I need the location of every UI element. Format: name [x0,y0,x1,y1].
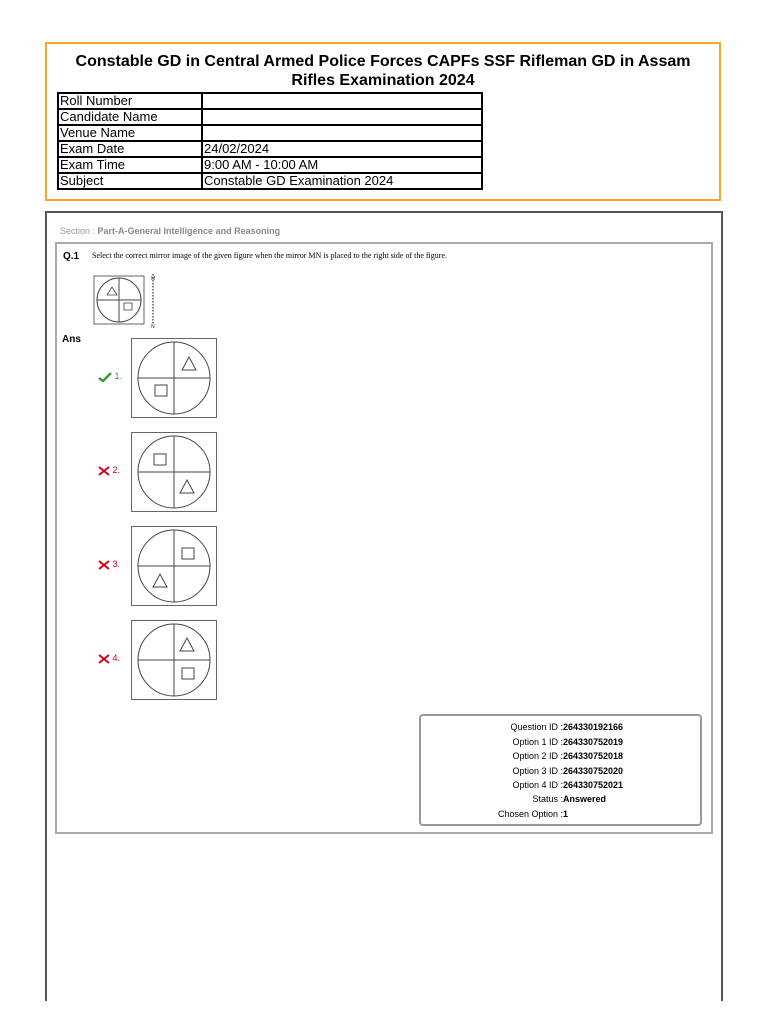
question-text: Select the correct mirror image of the given figure when the mirror MN is placed to the right side of the figure. [92,251,447,260]
info-row-roll-number [58,93,482,109]
section-name: Part-A-General Intelligence and Reasoning [97,226,281,236]
exam-title-line1: Constable GD in Central Armed Police Forces CAPFs SSF Rifleman GD in Assam [75,53,691,70]
question-details-box [419,714,702,826]
detail-question-id [421,722,704,732]
info-label: Roll Number [58,93,202,109]
option-4-drawing [132,621,216,699]
check-icon [98,372,112,382]
question-number: Q.1 [63,251,80,262]
info-value: 9:00 AM - 10:00 AM [202,157,482,173]
option-3-marker [98,559,120,570]
candidate-info-table [57,92,483,190]
detail-status [421,794,704,804]
detail-option-4-id [421,780,704,790]
detail-label: Question ID : [510,722,563,732]
exam-title [47,52,719,90]
info-row-candidate-name [58,109,482,125]
detail-option-1-id [421,737,704,747]
info-value: 24/02/2024 [202,141,482,157]
section-label [60,226,280,236]
info-value [202,93,482,109]
detail-value: Answered [563,794,607,804]
detail-label: Chosen Option : [497,809,563,819]
option-1-figure[interactable] [131,338,217,418]
info-value [202,109,482,125]
answer-label: Ans [62,334,81,345]
option-3-label: 3. [112,559,121,569]
option-4-label: 4. [112,653,121,663]
option-2-label: 2. [112,465,121,475]
option-1-marker [98,371,122,382]
info-value [202,125,482,141]
option-1-drawing [132,339,216,417]
option-1-label: 1. [114,371,123,381]
info-row-exam-time [58,157,482,173]
cross-icon [98,654,110,664]
detail-value: 264330752020 [563,766,624,776]
info-label: Venue Name [58,125,202,141]
section-prefix: Section : [60,226,98,236]
detail-option-3-id [421,766,704,776]
option-3-drawing [132,527,216,605]
exam-header [45,42,721,201]
detail-option-2-id [421,751,704,761]
info-value: Constable GD Examination 2024 [202,173,482,189]
detail-chosen-option [421,809,704,819]
detail-label: Option 2 ID : [512,751,563,761]
detail-label: Status : [532,794,563,804]
detail-value: 264330192166 [563,722,624,732]
mirror-label-n: N [151,324,155,330]
info-label: Exam Time [58,157,202,173]
detail-value: 1 [563,809,569,819]
detail-label: Option 4 ID : [512,780,563,790]
cross-icon [98,466,110,476]
detail-value: 264330752019 [563,737,624,747]
info-row-venue-name [58,125,482,141]
detail-value: 264330752018 [563,751,624,761]
option-3-figure[interactable] [131,526,217,606]
mirror-label-m: M [151,276,156,282]
info-label: Subject [58,173,202,189]
cross-icon [98,560,110,570]
info-label: Exam Date [58,141,202,157]
option-2-figure[interactable] [131,432,217,512]
option-2-marker [98,465,120,476]
question-figure [90,272,162,330]
exam-title-line2: Rifles Examination 2024 [291,72,475,89]
option-2-drawing [132,433,216,511]
detail-label: Option 1 ID : [512,737,563,747]
info-row-exam-date [58,141,482,157]
option-4-figure[interactable] [131,620,217,700]
detail-value: 264330752021 [563,780,624,790]
detail-label: Option 3 ID : [512,766,563,776]
info-row-subject [58,173,482,189]
info-label: Candidate Name [58,109,202,125]
option-4-marker [98,653,120,664]
